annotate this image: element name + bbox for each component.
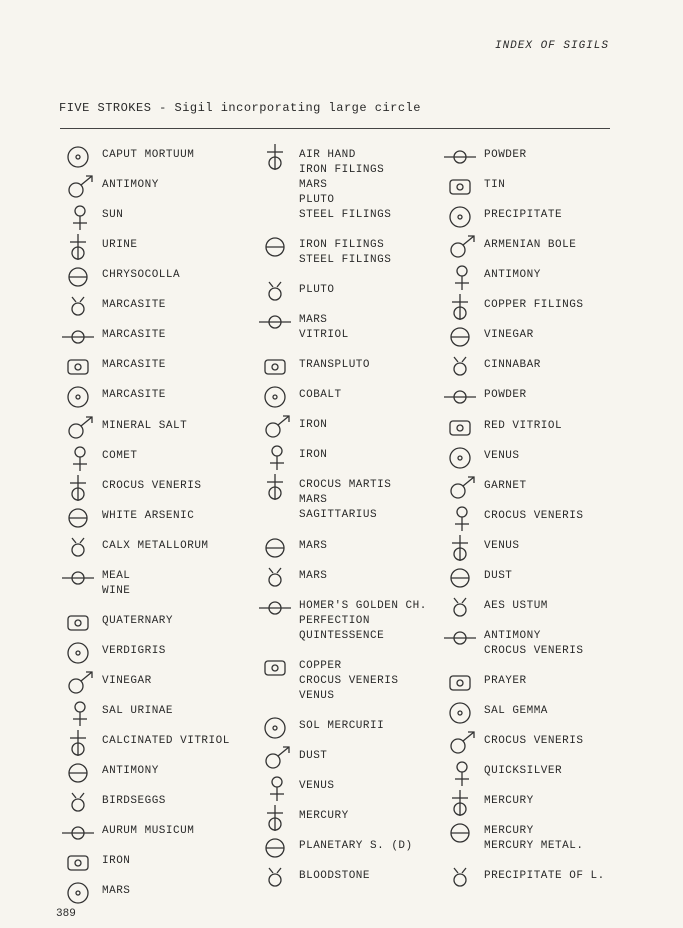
entry-names <box>299 238 391 268</box>
iron-icon <box>255 442 299 472</box>
antimony-icon <box>58 758 102 788</box>
marcasite-icon <box>58 322 102 352</box>
entry-name: CROCUS VENERIS <box>102 480 202 492</box>
index-entry <box>440 413 640 443</box>
entry-name: MERCURY METAL. <box>484 840 584 852</box>
entry-names <box>299 358 370 373</box>
entry-names <box>484 869 605 884</box>
index-entry <box>255 382 445 412</box>
sol-mercurii-icon <box>255 713 299 743</box>
index-entry <box>440 322 640 352</box>
entry-name: CROCUS VENERIS <box>299 675 399 687</box>
entry-names <box>299 388 342 403</box>
calx-metallorum-icon <box>58 533 102 563</box>
entry-name: URINE <box>102 239 138 251</box>
index-entry <box>440 788 640 818</box>
entry-name: BLOODSTONE <box>299 870 371 882</box>
entry-name: MERCURY <box>484 795 534 807</box>
entry-name: VENUS <box>299 690 335 702</box>
entry-names <box>299 569 327 584</box>
entry-names <box>484 178 505 193</box>
index-entry <box>58 352 258 382</box>
powder-icon <box>440 142 484 172</box>
index-entry <box>255 142 445 223</box>
entry-names <box>299 539 327 554</box>
entry-names <box>102 704 173 719</box>
entry-name: VENUS <box>484 540 520 552</box>
index-entry <box>440 728 640 758</box>
entry-name: STEEL FILINGS <box>299 254 392 266</box>
iron-icon <box>58 848 102 878</box>
index-entry <box>58 503 258 533</box>
entry-name: PERFECTION <box>299 615 371 627</box>
powder-icon <box>440 382 484 412</box>
entry-names <box>484 764 562 779</box>
index-entry <box>255 277 445 307</box>
index-entry <box>440 863 640 893</box>
entry-names <box>484 298 583 313</box>
entry-name: CROCUS VENERIS <box>484 645 584 657</box>
entry-names <box>102 734 230 749</box>
entry-names <box>299 478 391 523</box>
index-entry <box>440 818 640 854</box>
entry-name: PRECIPITATE <box>484 209 563 221</box>
entry-name: IRON FILINGS <box>299 239 385 251</box>
iron-filings-icon <box>255 232 299 262</box>
index-entry <box>58 382 258 412</box>
precipitate-of-l-icon <box>440 863 484 893</box>
entry-names <box>299 283 335 298</box>
entry-names <box>102 614 173 629</box>
index-entry <box>255 307 445 343</box>
index-entry <box>255 653 445 704</box>
entry-name: STEEL FILINGS <box>299 209 392 221</box>
entry-name: QUATERNARY <box>102 615 174 627</box>
entry-names <box>102 479 201 494</box>
mars-vitriol-icon <box>255 307 299 337</box>
entry-names <box>102 328 166 343</box>
entry-names <box>102 569 130 599</box>
copper-icon <box>255 653 299 683</box>
entry-name: MARS <box>299 494 328 506</box>
bloodstone-icon <box>255 863 299 893</box>
entry-names <box>299 313 349 343</box>
antimony-icon <box>440 262 484 292</box>
index-entry <box>58 818 258 848</box>
entry-name: MARS <box>299 179 328 191</box>
sal-gemma-icon <box>440 698 484 728</box>
entry-names <box>484 824 583 854</box>
mercury-icon <box>255 803 299 833</box>
caput-mortuum-icon <box>58 142 102 172</box>
tin-icon <box>440 172 484 202</box>
entry-name: QUICKSILVER <box>484 765 563 777</box>
entry-names <box>102 764 159 779</box>
divider-rule <box>60 128 610 129</box>
entry-name: MARCASITE <box>102 359 166 371</box>
entry-names <box>299 148 391 223</box>
entry-names <box>299 418 327 433</box>
antimony-icon <box>440 623 484 653</box>
index-entry <box>255 412 445 442</box>
entry-name: POWDER <box>484 389 527 401</box>
index-entry <box>255 232 445 268</box>
urine-icon <box>58 232 102 262</box>
index-entry <box>440 382 640 412</box>
entry-name: ANTIMONY <box>102 765 159 777</box>
entry-name: PLANETARY S. (D) <box>299 840 413 852</box>
cinnabar-icon <box>440 352 484 382</box>
entry-name: SUN <box>102 209 124 221</box>
entry-names <box>102 298 166 313</box>
quaternary-icon <box>58 608 102 638</box>
entry-name: CROCUS VENERIS <box>484 735 584 747</box>
entry-names <box>484 674 527 689</box>
index-entry <box>255 743 445 773</box>
red-vitriol-icon <box>440 413 484 443</box>
entry-names <box>484 268 541 283</box>
entry-name: POWDER <box>484 149 527 161</box>
entry-names <box>484 358 541 373</box>
homers-golden-chain-icon <box>255 593 299 623</box>
entry-names <box>102 148 194 163</box>
entry-names <box>102 268 180 283</box>
entry-name: HOMER'S GOLDEN CH. <box>299 600 427 612</box>
entry-name: ARMENIAN BOLE <box>484 239 577 251</box>
entry-name: BIRDSEGGS <box>102 795 166 807</box>
entry-name: COPPER FILINGS <box>484 299 584 311</box>
entry-name: IRON <box>102 855 131 867</box>
entry-name: MARCASITE <box>102 299 166 311</box>
index-entry <box>58 608 258 638</box>
entry-names <box>484 629 583 659</box>
crocus-veneris-icon <box>58 473 102 503</box>
marcasite-icon <box>58 352 102 382</box>
entry-names <box>102 644 166 659</box>
marcasite-icon <box>58 292 102 322</box>
quicksilver-icon <box>440 758 484 788</box>
entry-name: DUST <box>484 570 513 582</box>
index-entry <box>58 443 258 473</box>
verdigris-icon <box>58 638 102 668</box>
index-entry <box>58 172 258 202</box>
crocus-veneris-icon <box>440 503 484 533</box>
index-entry <box>58 202 258 232</box>
entry-name: IRON <box>299 419 328 431</box>
index-entry <box>440 142 640 172</box>
entry-names <box>484 148 527 163</box>
entry-names <box>484 479 527 494</box>
birdseggs-icon <box>58 788 102 818</box>
section-title: FIVE STROKES - Sigil incorporating large circle <box>59 101 421 115</box>
index-entry <box>440 232 640 262</box>
aes-ustum-icon <box>440 593 484 623</box>
marcasite-icon <box>58 382 102 412</box>
mineral-salt-icon <box>58 413 102 443</box>
index-entry <box>255 352 445 382</box>
sal-urinae-icon <box>58 698 102 728</box>
index-entry <box>440 533 640 563</box>
index-entry <box>58 232 258 262</box>
entry-name: VERDIGRIS <box>102 645 166 657</box>
index-entry <box>58 473 258 503</box>
entry-names <box>484 208 562 223</box>
entry-names <box>102 358 166 373</box>
copper-filings-icon <box>440 292 484 322</box>
entry-name: PLUTO <box>299 284 335 296</box>
entry-names <box>102 539 209 554</box>
prayer-icon <box>440 668 484 698</box>
venus-icon <box>440 533 484 563</box>
entry-name: VINEGAR <box>102 675 152 687</box>
entry-name: ANTIMONY <box>484 269 541 281</box>
entry-name: IRON <box>299 449 328 461</box>
mercury-icon <box>440 818 484 848</box>
entry-name: MARCASITE <box>102 329 166 341</box>
entry-names <box>299 869 370 884</box>
entry-name: MERCURY <box>299 810 349 822</box>
index-entry <box>58 668 258 698</box>
entry-name: COPPER <box>299 660 342 672</box>
entry-name: COBALT <box>299 389 342 401</box>
entry-names <box>102 178 159 193</box>
mercury-icon <box>440 788 484 818</box>
entry-name: GARNET <box>484 480 527 492</box>
entry-name: WINE <box>102 585 131 597</box>
comet-icon <box>58 443 102 473</box>
entry-names <box>299 809 349 824</box>
index-entry <box>440 668 640 698</box>
entry-names <box>102 238 138 253</box>
precipitate-icon <box>440 202 484 232</box>
entry-names <box>299 599 427 644</box>
mars-icon <box>58 878 102 908</box>
entry-names <box>102 794 166 809</box>
entry-name: PLUTO <box>299 194 335 206</box>
index-entry <box>58 533 258 563</box>
antimony-icon <box>58 172 102 202</box>
transpluto-icon <box>255 352 299 382</box>
entry-name: SAL URINAE <box>102 705 174 717</box>
entry-names <box>102 509 194 524</box>
entry-names <box>484 449 520 464</box>
entry-name: SAL GEMMA <box>484 705 548 717</box>
venus-icon <box>440 443 484 473</box>
entry-name: PRAYER <box>484 675 527 687</box>
entry-name: MEAL <box>102 570 131 582</box>
entry-name: TIN <box>484 179 506 191</box>
entry-names <box>299 719 384 734</box>
entry-name: CAPUT MORTUUM <box>102 149 195 161</box>
entry-name: VENUS <box>484 450 520 462</box>
index-entry <box>58 322 258 352</box>
chrysocolla-icon <box>58 262 102 292</box>
index-entry <box>440 563 640 593</box>
entry-names <box>484 388 527 403</box>
index-entry <box>440 262 640 292</box>
index-entry <box>58 292 258 322</box>
dust-icon <box>440 563 484 593</box>
index-entry <box>255 713 445 743</box>
entry-names <box>299 779 335 794</box>
entry-name: AIR HAND <box>299 149 356 161</box>
mars-icon <box>255 533 299 563</box>
entry-name: MARS <box>299 570 328 582</box>
meal-wine-icon <box>58 563 102 593</box>
index-entry <box>255 833 445 863</box>
index-entry <box>440 623 640 659</box>
crocus-veneris-icon <box>440 728 484 758</box>
index-entry <box>440 698 640 728</box>
air-hand-icon <box>255 142 299 172</box>
entry-name: VENUS <box>299 780 335 792</box>
entry-names <box>484 794 534 809</box>
entry-name: CALX METALLORUM <box>102 540 209 552</box>
entry-names <box>102 824 194 839</box>
index-entry <box>255 563 445 593</box>
index-entry <box>440 172 640 202</box>
entry-name: CINNABAR <box>484 359 541 371</box>
dust-icon <box>255 743 299 773</box>
entry-name: DUST <box>299 750 328 762</box>
planetary-s-icon <box>255 833 299 863</box>
index-entry <box>58 878 258 908</box>
index-entry <box>440 503 640 533</box>
index-entry <box>58 142 258 172</box>
pluto-icon <box>255 277 299 307</box>
index-entry <box>58 413 258 443</box>
entry-names <box>299 659 398 704</box>
entry-names <box>102 388 166 403</box>
index-entry <box>440 292 640 322</box>
index-entry <box>440 473 640 503</box>
index-entry <box>255 593 445 644</box>
index-entry <box>440 202 640 232</box>
index-entry <box>58 262 258 292</box>
entry-name: ANTIMONY <box>484 630 541 642</box>
cobalt-icon <box>255 382 299 412</box>
entry-names <box>299 448 327 463</box>
index-entry <box>58 728 258 758</box>
entry-name: CROCUS MARTIS <box>299 479 392 491</box>
entry-name: MARCASITE <box>102 389 166 401</box>
entry-names <box>484 599 548 614</box>
entry-names <box>102 208 123 223</box>
index-entry <box>255 442 445 472</box>
entry-name: MARS <box>299 540 328 552</box>
entry-names <box>484 328 534 343</box>
index-entry <box>440 758 640 788</box>
index-entry <box>255 773 445 803</box>
entry-name: VINEGAR <box>484 329 534 341</box>
aurum-musicum-icon <box>58 818 102 848</box>
entry-names <box>484 704 548 719</box>
armenian-bole-icon <box>440 232 484 262</box>
entry-name: AES USTUM <box>484 600 548 612</box>
calcinated-vitriol-icon <box>58 728 102 758</box>
index-entry <box>58 758 258 788</box>
entry-name: ANTIMONY <box>102 179 159 191</box>
entry-names <box>484 509 583 524</box>
venus-icon <box>255 773 299 803</box>
index-entry <box>58 848 258 878</box>
garnet-icon <box>440 473 484 503</box>
index-entry <box>58 788 258 818</box>
entry-names <box>484 734 583 749</box>
entry-names <box>484 539 520 554</box>
sun-icon <box>58 202 102 232</box>
entry-name: VITRIOL <box>299 329 349 341</box>
index-entry <box>58 698 258 728</box>
entry-names <box>102 674 152 689</box>
vinegar-icon <box>58 668 102 698</box>
page-number: 389 <box>56 908 76 920</box>
index-entry <box>255 472 445 523</box>
entry-name: CALCINATED VITRIOL <box>102 735 230 747</box>
entry-names <box>102 884 130 899</box>
index-entry <box>255 533 445 563</box>
running-header: INDEX OF SIGILS <box>494 40 609 52</box>
entry-names <box>102 419 187 434</box>
iron-icon <box>255 412 299 442</box>
entry-name: TRANSPLUTO <box>299 359 371 371</box>
entry-name: CROCUS VENERIS <box>484 510 584 522</box>
entry-name: MARS <box>299 314 328 326</box>
white-arsenic-icon <box>58 503 102 533</box>
entry-name: COMET <box>102 450 138 462</box>
entry-name: PRECIPITATE OF L. <box>484 870 605 882</box>
entry-name: QUINTESSENCE <box>299 630 385 642</box>
entry-names <box>484 569 512 584</box>
entry-names <box>102 449 138 464</box>
index-entry <box>440 443 640 473</box>
index-entry <box>58 638 258 668</box>
entry-name: RED VITRIOL <box>484 420 563 432</box>
entry-name: MARS <box>102 885 131 897</box>
index-entry <box>255 803 445 833</box>
entry-name: IRON FILINGS <box>299 164 385 176</box>
index-entry <box>58 563 258 599</box>
entry-name: AURUM MUSICUM <box>102 825 195 837</box>
entry-name: SAGITTARIUS <box>299 509 378 521</box>
entry-names <box>299 839 413 854</box>
entry-name: MINERAL SALT <box>102 420 188 432</box>
entry-names <box>484 419 562 434</box>
entry-names <box>484 238 576 253</box>
entry-name: CHRYSOCOLLA <box>102 269 181 281</box>
index-entry <box>255 863 445 893</box>
entry-names <box>102 854 130 869</box>
index-entry <box>440 593 640 623</box>
mars-icon <box>255 563 299 593</box>
entry-name: WHITE ARSENIC <box>102 510 195 522</box>
entry-name: SOL MERCURII <box>299 720 385 732</box>
index-entry <box>440 352 640 382</box>
entry-name: MERCURY <box>484 825 534 837</box>
entry-names <box>299 749 327 764</box>
vinegar-icon <box>440 322 484 352</box>
crocus-martis-icon <box>255 472 299 502</box>
